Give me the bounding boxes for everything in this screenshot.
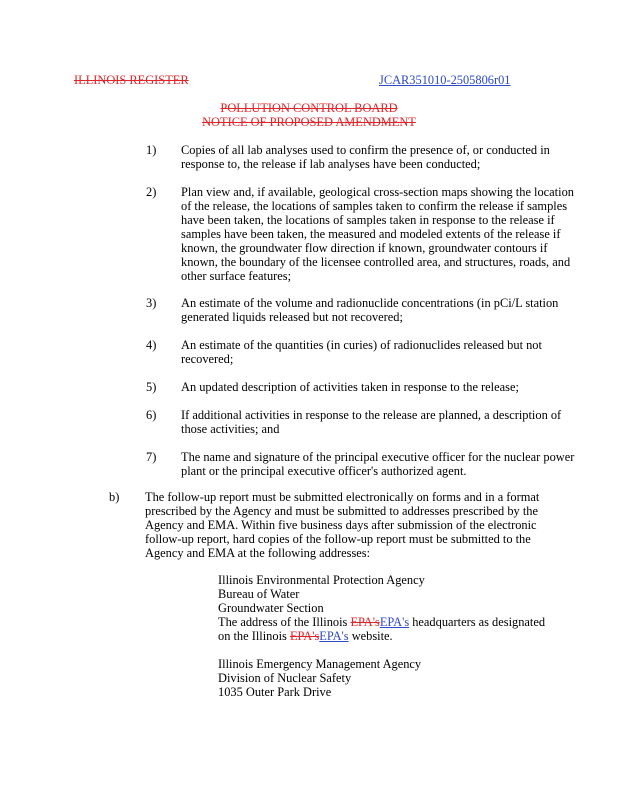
item-text: Copies of all lab analyses used to confirm the presence of, or conducted in response to, the release if lab analyses have been conducted; xyxy=(181,143,550,171)
deleted-text: EPA's xyxy=(289,629,320,643)
item-text: Plan view and, if available, geological cross-section maps showing the location of the release, the locations of samples taken to confirm the release if samples have been taken, the locations of samples taken in response to the release if samples have been taken, the measured and modeled extents of the release if known, the groundwater flow direction if known, groundwater contours if known, the boundary of the licensee controlled area, and structures, roads, and other surface features; xyxy=(181,185,574,283)
section-b-label: b) xyxy=(109,490,120,504)
item-number: 2) xyxy=(146,185,157,199)
item-number: 5) xyxy=(146,380,157,394)
address-line: Illinois Environmental Protection Agency xyxy=(218,573,425,587)
board-title xyxy=(0,101,618,115)
item-number: 7) xyxy=(146,450,157,464)
item-number: 4) xyxy=(146,338,157,352)
register-header: ILLINOIS REGISTER xyxy=(74,73,189,87)
inserted-text: EPA's xyxy=(379,615,410,629)
address-line: 1035 Outer Park Drive xyxy=(218,685,332,699)
item-text: The name and signature of the principal executive officer for the nuclear power plant or the principal executive officer's authorized agent. xyxy=(181,450,575,478)
item-text: An estimate of the quantities (in curies) of radionuclides released but not recovered; xyxy=(181,338,542,366)
item-number: 6) xyxy=(146,408,157,422)
address-text: website. xyxy=(348,629,393,643)
notice-title-text: NOTICE OF PROPOSED AMENDMENT xyxy=(202,115,416,129)
address-line: Illinois Emergency Management Agency xyxy=(218,657,422,671)
notice-title xyxy=(0,115,618,129)
item-text: An estimate of the volume and radionuclide concentrations (in pCi/L station generated liquids released but not recovered; xyxy=(181,296,559,324)
address-line-headquarters xyxy=(218,615,545,629)
address-line: Division of Nuclear Safety xyxy=(218,671,352,685)
address-line-website xyxy=(218,629,393,643)
deleted-text: EPA's xyxy=(350,615,380,629)
item-text: If additional activities in response to the release are planned, a description of those activities; and xyxy=(181,408,562,436)
address-line: Groundwater Section xyxy=(218,601,324,615)
item-text: An updated description of activities taken in response to the release; xyxy=(181,380,519,394)
item-number: 1) xyxy=(146,143,157,157)
address-line: Bureau of Water xyxy=(218,587,300,601)
address-text: headquarters as designated xyxy=(409,615,546,629)
item-number: 3) xyxy=(146,296,157,310)
address-text: on the Illinois xyxy=(218,629,290,643)
address-text: The address of the Illinois xyxy=(218,615,351,629)
inserted-text: EPA's xyxy=(319,629,349,643)
board-title-text: POLLUTION CONTROL BOARD xyxy=(220,101,398,115)
jcar-code: JCAR351010-2505806r01 xyxy=(379,73,511,87)
section-b-text: The follow-up report must be submitted electronically on forms and in a format prescribed by the Agency and must be submitted to addresses prescribed by the Agency and EMA. Within five business days after submission of the electronic follow-up report, hard copies of the follow-up report must be submitted to the Agency and EMA at the following addresses: xyxy=(145,490,540,560)
